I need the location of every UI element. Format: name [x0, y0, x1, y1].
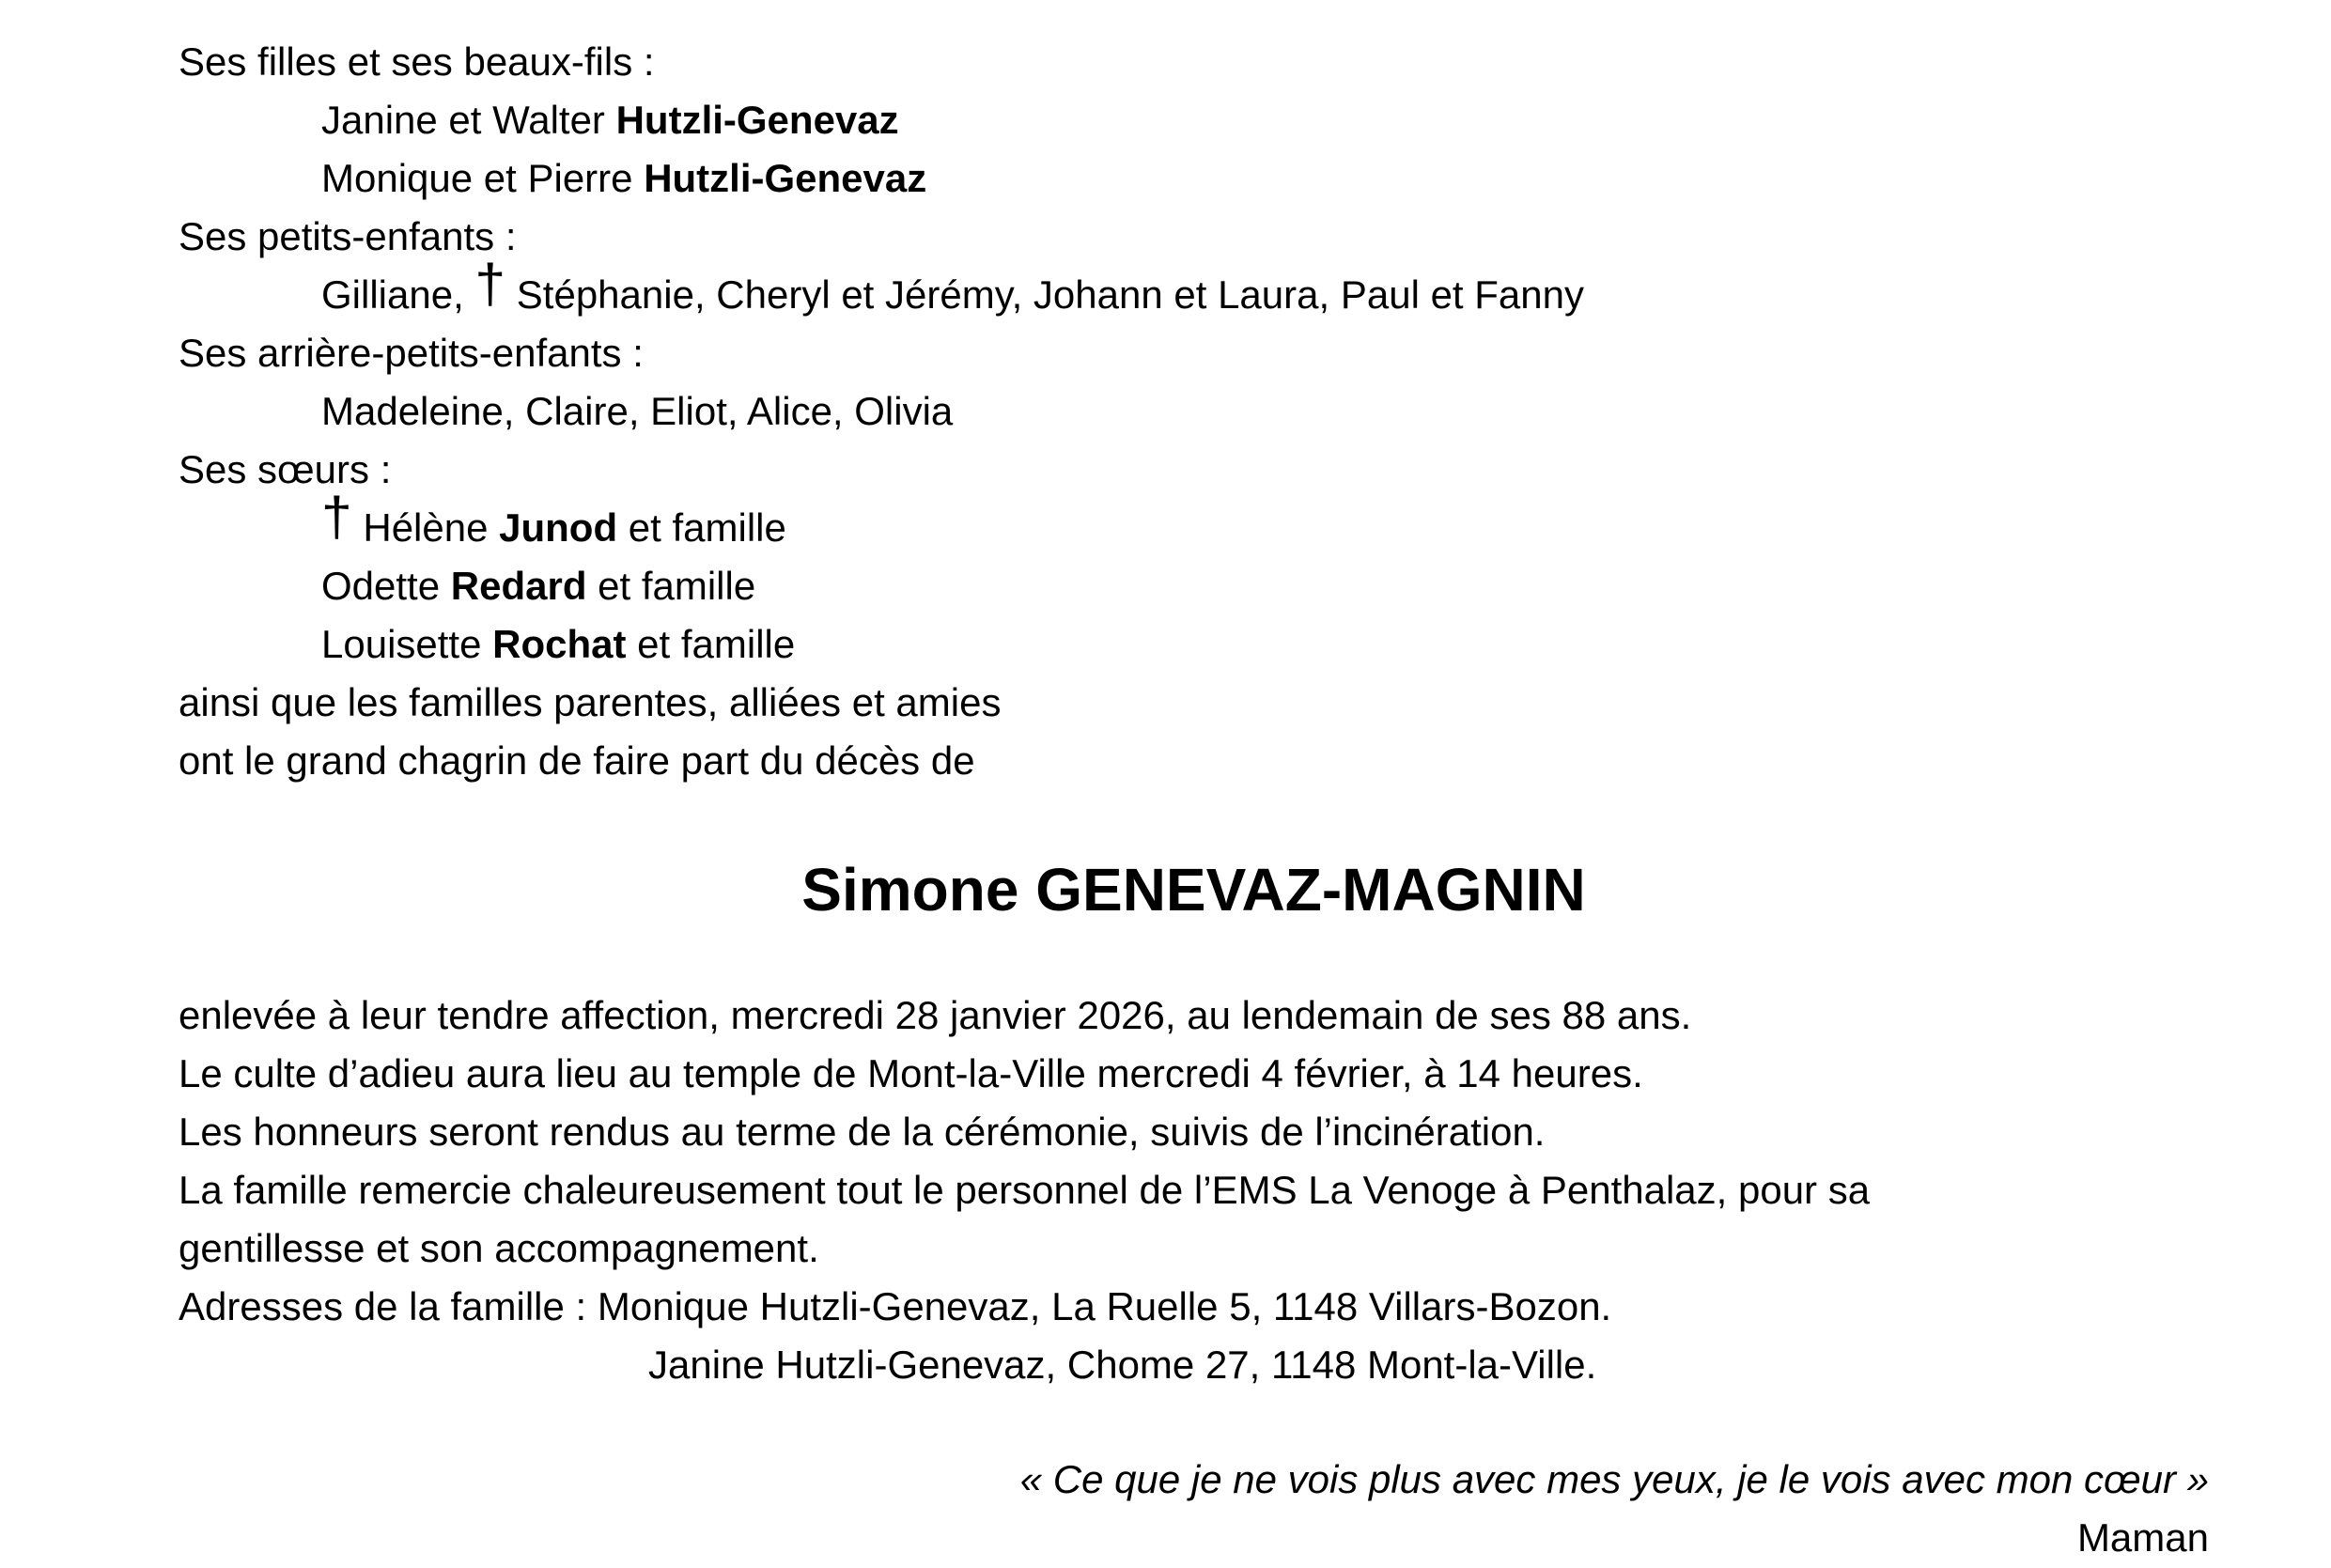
address-line-2: Janine Hutzli-Genevaz, Chome 27, 1148 Mont-la-Ville. [648, 1343, 1597, 1387]
line-text: ainsi que les familles parentes, alliées et amies [179, 680, 1002, 724]
line-text: Ses filles et ses beaux-fils : [179, 39, 655, 84]
line-text: Janine et Walter [321, 98, 616, 142]
relation-heading-great-grandchildren [179, 324, 2209, 382]
surname-bold: Redard [450, 564, 587, 608]
announcement-line [179, 732, 2209, 790]
address-line-1: Adresses de la famille : Monique Hutzli-Genevaz, La Ruelle 5, 1148 Villars-Bozon. [179, 1284, 1612, 1328]
line-text: Ses petits-enfants : [179, 214, 517, 258]
surname-bold: Junod [499, 505, 618, 550]
family-member-line [179, 557, 2209, 615]
deceased-name-title: Simone GENEVAZ-MAGNIN [801, 856, 1586, 924]
line-text: Madeleine, Claire, Eliot, Alice, Olivia [321, 389, 954, 433]
line-text: Louisette [321, 622, 493, 666]
dagger-cross-icon: † [474, 254, 506, 316]
honors-line: Les honneurs seront rendus au terme de la cérémonie, suivis de l’incinération. [179, 1110, 1546, 1154]
closing-quote-block [179, 1451, 2209, 1567]
family-member-line [179, 254, 2209, 324]
memorial-quote: « Ce que je ne vois plus avec mes yeux, je le vois avec mon cœur » [1019, 1457, 2209, 1501]
thanks-line-1: La famille remercie chaleureusement tout le personnel de l’EMS La Venoge à Penthalaz, pour sa [179, 1168, 1871, 1212]
family-member-line [179, 487, 2209, 557]
relation-heading-sisters [179, 441, 2209, 499]
family-member-line [179, 91, 2209, 149]
line-text: Gilliane, [321, 272, 475, 317]
line-text: Monique et Pierre [321, 156, 645, 200]
surname-bold: Hutzli-Genevaz [615, 98, 899, 142]
line-text: Hélène [351, 505, 500, 550]
family-member-line [179, 149, 2209, 208]
line-text: Ses arrière-petits-enfants : [179, 331, 644, 375]
line-text: ont le grand chagrin de faire part du décès de [179, 738, 975, 783]
thanks-line-2: gentillesse et son accompagnement. [179, 1226, 819, 1270]
line-text: et famille [586, 564, 756, 608]
line-text: Ses sœurs : [179, 447, 392, 491]
service-line: Le culte d’adieu aura lieu au temple de Mont-la-Ville mercredi 4 février, à 14 heures. [179, 1051, 1643, 1095]
family-member-line [179, 382, 2209, 441]
line-text: Stéphanie, Cheryl et Jérémy, Johann et Laura, Paul et Fanny [505, 272, 1584, 317]
line-text: Odette [321, 564, 451, 608]
signature-maman: Maman [2076, 1515, 2209, 1560]
relation-heading-daughters [179, 33, 2209, 91]
families-allied-line [179, 674, 2209, 732]
surname-bold: Hutzli-Genevaz [644, 156, 927, 200]
surname-bold: Rochat [492, 622, 627, 666]
line-text: et famille [626, 622, 796, 666]
family-list [179, 33, 2209, 790]
dagger-cross-icon: † [321, 487, 352, 549]
line-text: et famille [617, 505, 786, 550]
ceremony-details [179, 986, 2209, 1394]
death-date-line: enlevée à leur tendre affection, mercredi 28 janvier 2026, au lendemain de ses 88 ans. [179, 993, 1692, 1037]
family-member-line [179, 615, 2209, 674]
